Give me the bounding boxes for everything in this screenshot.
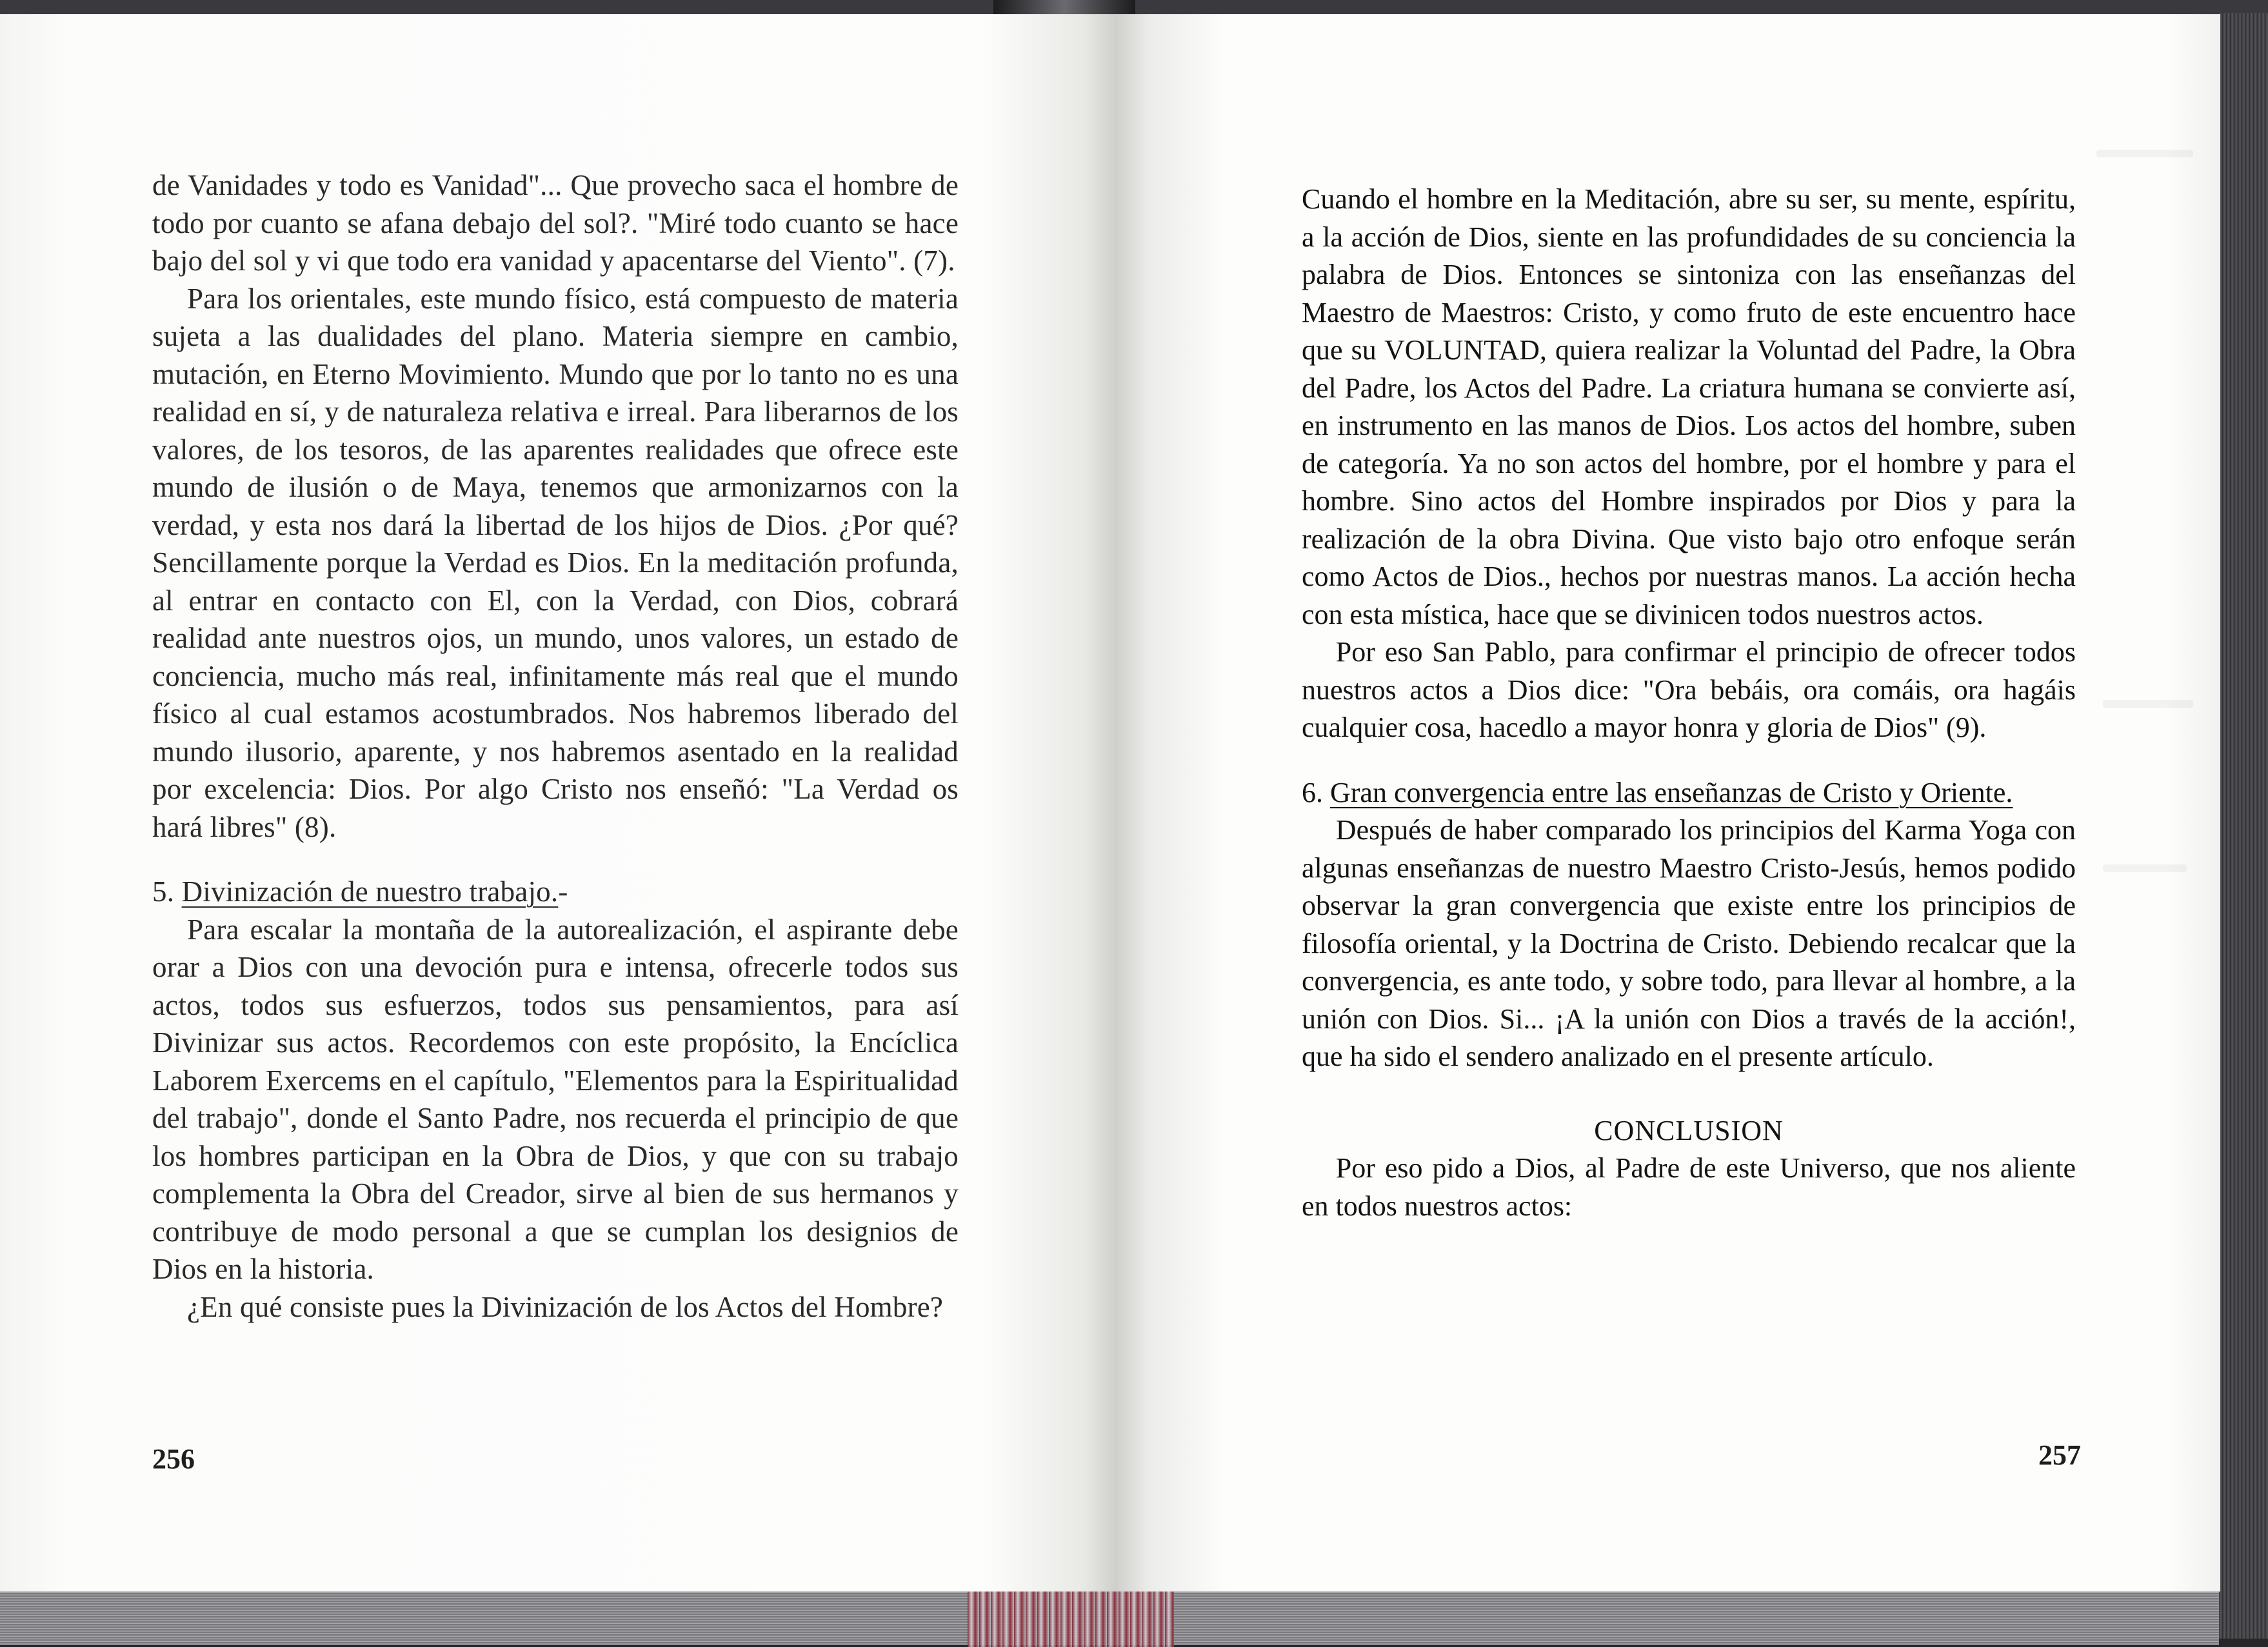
section-6-title: Gran convergencia entre las enseñanzas de Cristo y Oriente. [1330,776,2013,808]
section-5-number: 5. [152,875,175,908]
section-5-title: Divinización de nuestro trabajo. [181,875,559,908]
left-paragraph-1: de Vanidades y todo es Vanidad"... Que provecho saca el hombre de todo por cuanto se afana debajo del sol?. "Miré todo cuanto se hace bajo del sol y vi que todo era vanidad y apacentarse del Viento". (7). [152,169,959,277]
conclusion-paragraph: Por eso pido a Dios, al Padre de este Universo, que nos aliente en todos nuestros actos: [1302,1152,2076,1222]
section-6-heading [1302,774,2076,812]
page-number-left: 256 [152,1443,195,1475]
conclusion-heading: CONCLUSION [1594,1114,1784,1146]
section-5-suffix: - [558,875,568,908]
right-page-text [1302,181,2076,1225]
section-5-heading [152,873,959,911]
book-cover-edge [2219,13,2268,1639]
bleed-through-mark [2096,150,2193,157]
bleed-through-mark [2103,864,2187,872]
bleed-through-mark [2103,700,2193,708]
right-paragraph-2: Por eso San Pablo, para confirmar el principio de ofrecer todos nuestros actos a Dios dice: "Ora bebáis, ora comáis, ora hagáis cualquier cosa, hacedlo a mayor honra y gloria de Dios" (9). [1302,636,2076,743]
left-paragraph-3: Para escalar la montaña de la autorealización, el aspirante debe orar a Dios con una devoción pura e intensa, ofrecerle todos sus actos, todos sus esfuerzos, todos sus pensamientos, para así Divinizar sus actos. Recordemos con este propósito, la Encíclica Laborem Exercems en el capítulo, "Elementos para la Espiritualidad del trabajo", donde el Santo Padre, nos recuerda el principio de que los hombres participan en la Obra de Dios, y que con su trabajo complementa la Obra del Creador, sirve al bien de sus hermanos y contribuye de modo personal a que se cumplan los designios de Dios en la historia. [152,913,959,1285]
section-6-number: 6. [1302,776,1323,808]
right-paragraph-3: Después de haber comparado los principios del Karma Yoga con algunas enseñanzas de nuestro Maestro Cristo-Jesús, hemos podido observar la gran convergencia que existe entre los principios de filosofía oriental, y la Doctrina de Cristo. Debiendo recalcar que la convergencia, es ante todo, y sobre todo, para llevar al hombre, a la unión con Dios. Si... ¡A la unión con Dios a través de la acción!, que ha sido el sendero analizado en el presente artículo. [1302,814,2076,1072]
left-paragraph-4: ¿En qué consiste pues la Divinización de los Actos del Hombre? [187,1290,944,1323]
left-paragraph-2: Para los orientales, este mundo físico, está compuesto de materia sujeta a las dualidades del plano. Materia siempre en cambio, mutación, en Eterno Movimiento. Mundo que por lo tanto no es una realidad en sí, y de naturaleza relativa e irreal. Para liberarnos de los valores, de los tesoros, de las aparentes realidades que ofrece este mundo de ilusión o de Maya, tenemos que armonizarnos con la verdad, y esta nos dará la libertad de los hijos de Dios. ¿Por qué? Sencillamente porque la Verdad es Dios. En la meditación profunda, al entrar en contacto con El, con la Verdad, con Dios, cobrará realidad ante nuestros ojos, un mundo, unos valores, un estado de conciencia, mucho más real, infinitamente más real que el mundo físico al cual estamos acostumbrados. Nos habremos liberado del mundo ilusorio, aparente, y nos habremos asentado en la realidad por excelencia: Dios. Por algo Cristo nos enseñó: "La Verdad os hará libres" (8). [152,282,959,843]
left-page-text [152,166,959,1326]
right-paragraph-1: Cuando el hombre en la Meditación, abre su ser, su mente, espíritu, a la acción de Dios, siente en las profundidades de su conciencia la palabra de Dios. Entonces se sintoniza con las enseñanzas del Maestro de Maestros: Cristo, y como fruto de este encuentro hace que su VOLUNTAD, quiera realizar la Voluntad del Padre, la Obra del Padre, los Actos del Padre. La criatura humana se convierte así, en instrumento en las manos de Dios. Los actos del hombre, suben de categoría. Ya no son actos del hombre, por el hombre y para el hombre. Sino actos del Hombre inspirados por Dios y para la realización de la obra Divina. Que visto bajo otro enfoque serán como Actos de Dios., hechos por nuestras manos. La acción hecha con esta mística, hace que se divinicen todos nuestros actos. [1302,183,2076,630]
page-number-right: 257 [2038,1439,2081,1471]
